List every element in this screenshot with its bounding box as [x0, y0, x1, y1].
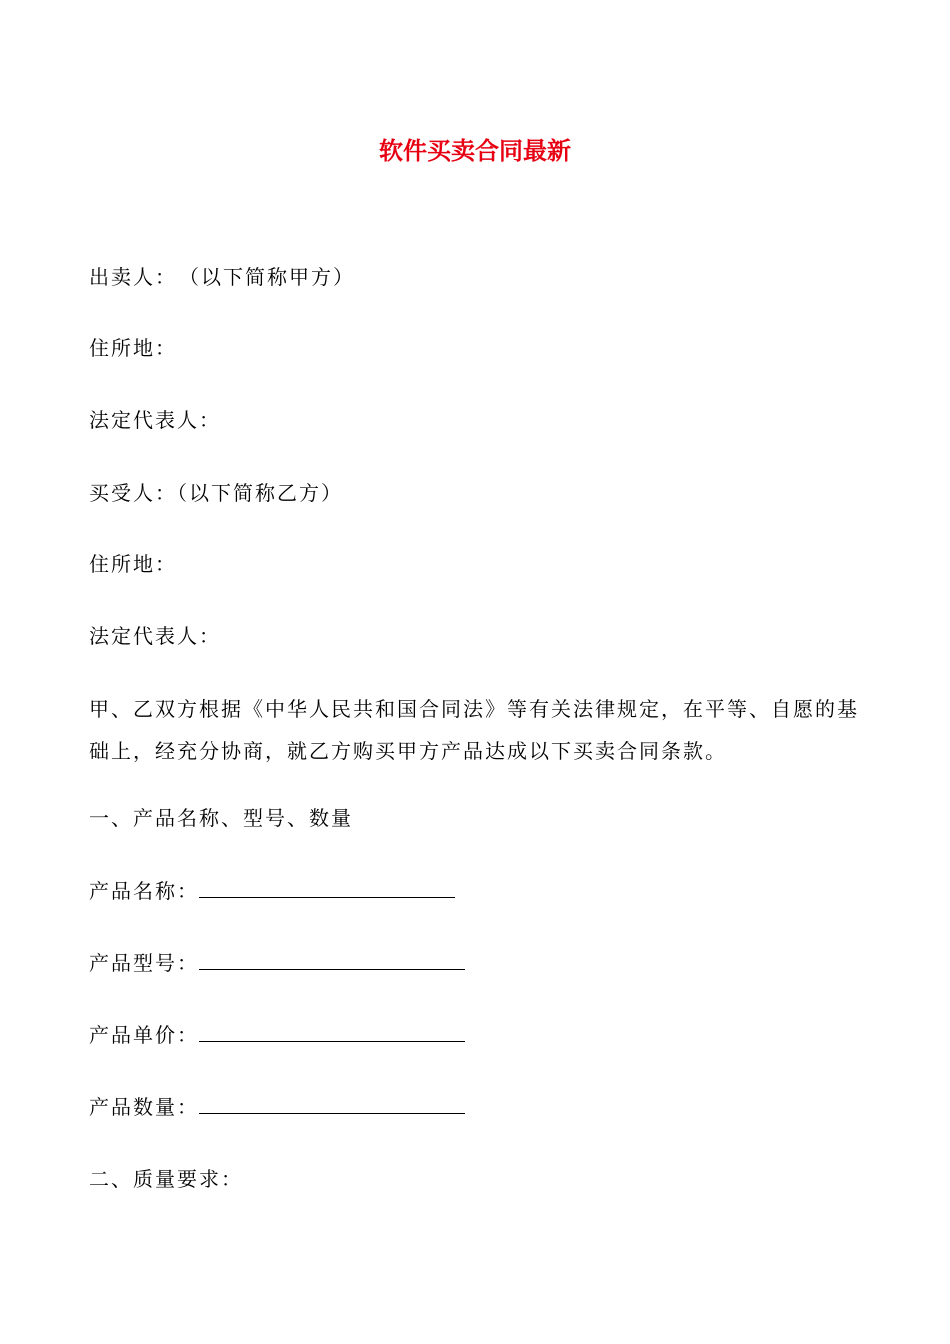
product-name-label: 产品名称：	[89, 879, 199, 903]
product-model-blank	[199, 947, 465, 970]
intro-paragraph: 甲、乙双方根据《中华人民共和国合同法》等有关法律规定，在平等、自愿的基础上，经充分协商，就乙方购买甲方产品达成以下买卖合同条款。	[89, 697, 859, 763]
product-name-blank	[199, 875, 455, 898]
product-model-label: 产品型号：	[89, 951, 199, 975]
buyer-address-line: 住所地：	[89, 552, 177, 576]
buyer-representative-line: 法定代表人：	[89, 624, 221, 648]
product-price-blank	[199, 1019, 465, 1042]
product-quantity-row	[89, 1091, 465, 1122]
seller-address-line: 住所地：	[89, 336, 177, 360]
section-2-heading: 二、质量要求：	[89, 1167, 243, 1191]
document-title: 软件买卖合同最新	[379, 137, 571, 165]
product-quantity-label: 产品数量：	[89, 1095, 199, 1119]
product-model-row	[89, 947, 465, 978]
seller-line: 出卖人： （以下简称甲方）	[89, 265, 355, 289]
seller-representative-line: 法定代表人：	[89, 408, 221, 432]
product-quantity-blank	[199, 1091, 465, 1114]
section-1-heading: 一、产品名称、型号、数量	[89, 806, 353, 830]
buyer-line: 买受人：（以下简称乙方）	[89, 481, 343, 505]
product-name-row	[89, 875, 455, 906]
product-price-label: 产品单价：	[89, 1023, 199, 1047]
product-price-row	[89, 1019, 465, 1050]
